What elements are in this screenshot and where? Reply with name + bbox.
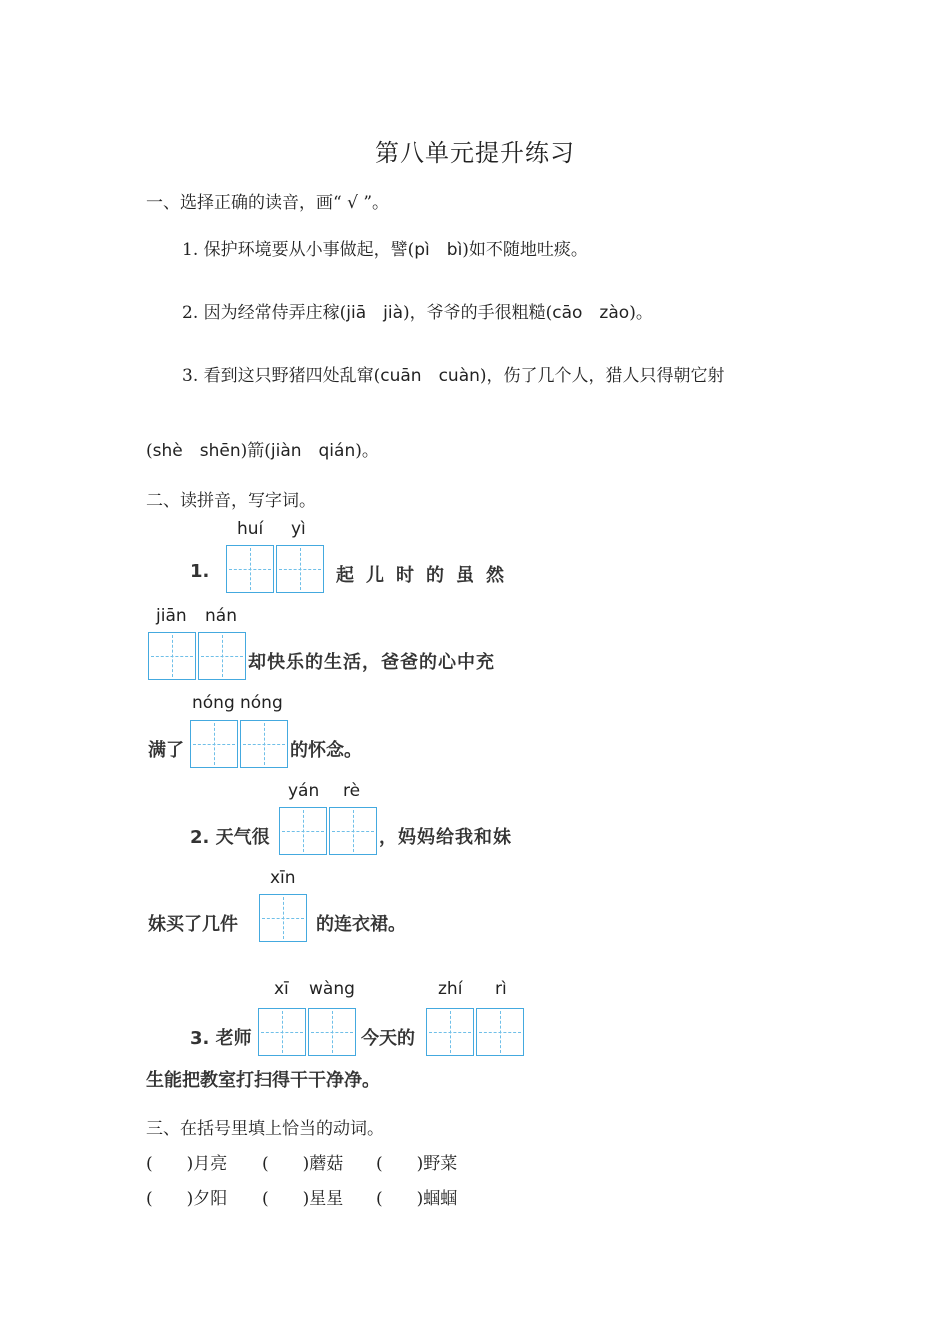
sentence-text: 3. 老师: [190, 1028, 252, 1049]
sentence-text: 生能把教室打扫得干干净净。: [146, 1070, 380, 1091]
pinyin-label: yì: [291, 519, 306, 539]
fill-blank-item[interactable]: ( )星星: [262, 1189, 344, 1209]
q-text: 1. 保护环境要从小事做起，譬(: [182, 240, 415, 260]
sentence-text: 的怀念。: [290, 740, 362, 761]
fill-blank-item[interactable]: ( )月亮: [146, 1154, 228, 1174]
pinyin-options[interactable]: cāo zào: [552, 303, 630, 323]
sentence-text: 2. 天气很: [190, 827, 270, 848]
item-number: 1.: [190, 561, 210, 582]
sentence-text: 妹买了几件: [148, 914, 238, 935]
pinyin-label: nóng: [192, 693, 235, 713]
pinyin-label: yán: [288, 781, 320, 801]
writing-box[interactable]: [329, 807, 377, 855]
q-text: (: [146, 441, 153, 461]
pinyin-label: rì: [495, 979, 507, 999]
section-1-heading: 一、选择正确的读音，画“ √ ”。: [146, 193, 390, 213]
q-text: )箭(: [240, 441, 271, 461]
pinyin-label: nóng: [240, 693, 283, 713]
q-text: 3. 看到这只野猪四处乱窜(: [182, 366, 381, 386]
writing-box[interactable]: [240, 720, 288, 768]
section-3-heading: 三、在括号里填上恰当的动词。: [146, 1119, 384, 1139]
writing-box[interactable]: [198, 632, 246, 680]
question-1-2: [182, 298, 653, 323]
question-1-3-continued: [146, 436, 379, 461]
page-title: 第八单元提升练习: [375, 139, 575, 167]
pinyin-options[interactable]: pì bì: [414, 240, 463, 260]
sentence-text: 的连衣裙。: [316, 914, 406, 935]
q-text: 2. 因为经常侍弄庄稼(: [182, 303, 347, 323]
pinyin-label: xī: [274, 979, 289, 999]
sentence-text: 起儿时的虽然: [336, 565, 516, 586]
writing-box[interactable]: [259, 894, 307, 942]
fill-blank-item[interactable]: ( )野菜: [376, 1154, 458, 1174]
fill-blank-item[interactable]: ( )蘑菇: [262, 1154, 344, 1174]
writing-box[interactable]: [308, 1008, 356, 1056]
writing-box[interactable]: [226, 545, 274, 593]
writing-box[interactable]: [148, 632, 196, 680]
pinyin-label: rè: [343, 781, 361, 801]
writing-box[interactable]: [476, 1008, 524, 1056]
pinyin-options[interactable]: shè shēn: [152, 441, 241, 461]
section-2-heading: 二、读拼音，写字词。: [146, 491, 316, 511]
q-text: )，爷爷的手很粗糙(: [403, 303, 553, 323]
question-1-3: [182, 361, 725, 386]
fill-blank-item[interactable]: ( )蝈蝈: [376, 1189, 458, 1209]
pinyin-label: zhí: [438, 979, 463, 999]
q-text: )。: [629, 303, 653, 323]
writing-box[interactable]: [276, 545, 324, 593]
q-text: )如不随地吐痰。: [462, 240, 588, 260]
writing-box[interactable]: [258, 1008, 306, 1056]
pinyin-label: huí: [237, 519, 264, 539]
writing-box[interactable]: [426, 1008, 474, 1056]
pinyin-label: jiān: [156, 606, 187, 626]
pinyin-options[interactable]: jiàn qián: [270, 441, 356, 461]
sentence-text: 今天的: [361, 1028, 415, 1049]
sentence-text: ，妈妈给我和妹: [379, 827, 512, 848]
sentence-text: 却快乐的生活，爸爸的心中充: [248, 652, 495, 673]
writing-box[interactable]: [279, 807, 327, 855]
q-text: )，伤了几个人，猎人只得朝它射: [479, 366, 725, 386]
pinyin-options[interactable]: cuān cuàn: [380, 366, 480, 386]
pinyin-options[interactable]: jiā jià: [346, 303, 403, 323]
pinyin-label: nán: [205, 606, 237, 626]
q-text: )。: [355, 441, 379, 461]
pinyin-label: xīn: [270, 868, 296, 888]
fill-blank-item[interactable]: ( )夕阳: [146, 1189, 228, 1209]
sentence-text: 满了: [148, 740, 184, 761]
question-1-1: [182, 235, 588, 260]
writing-box[interactable]: [190, 720, 238, 768]
pinyin-label: wàng: [309, 979, 355, 999]
